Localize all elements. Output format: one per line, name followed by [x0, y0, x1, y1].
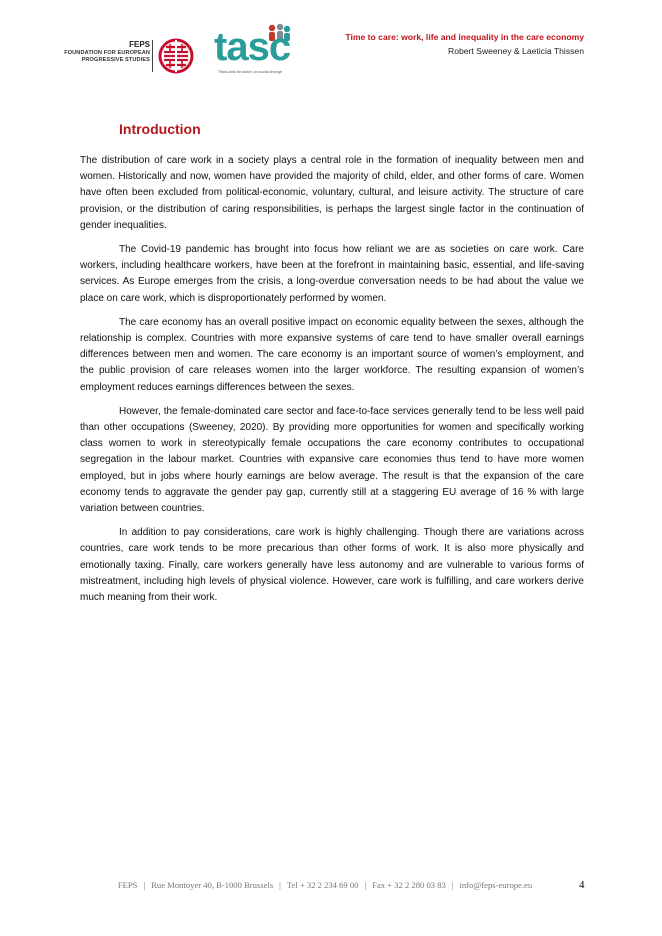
footer-tel: Tel + 32 2 234 69 00: [286, 880, 359, 890]
paragraph-2: The Covid-19 pandemic has brought into focus how reliant we are as societies on care work. Care workers, including healthcare workers, have been at the forefront in maintaining basic, essential, and life-saving services. As Europe emerges from the crisis, a long-overdue conversation needs to be had about the value we place on care work, which is disproportionately performed by women.: [80, 244, 584, 304]
tasc-logo-word: tasc: [214, 25, 291, 69]
footer-fax: Fax + 32 2 280 03 83: [372, 880, 446, 890]
page-number: 4: [579, 879, 585, 891]
document-title: Time to care: work, life and inequality in the care economy: [345, 32, 584, 42]
feps-emblem-icon: [156, 38, 196, 74]
paragraph-3: The care economy has an overall positive impact on economic equality between the sexes, although the relationship is complex. Countries with more expansive systems of care tend to have smaller overall earnings differences between men and women. The care economy is an important source of women’s employment, and the public provision of care releases women into the larger workforce. The resulting expansion of women’s employment reduces earnings differences between the sexes.: [80, 316, 584, 393]
footer-address: Rue Montoyer 40, B-1000 Brussels: [151, 880, 274, 890]
footer-email: info@feps-europe.eu: [459, 880, 533, 890]
paragraph-1: The distribution of care work in a society plays a central role in the formation of inequality between men and women. Historically and now, women have provided the majority of child, elder, and other forms of care. Women have often been excluded from political-economic, voluntary, cultural, and leisure activity. The structure of care provision, or the distribution of caring responsibilities, is perhaps the largest single factor in the continuation of gender inequalities.: [80, 155, 584, 231]
feps-logo-text: [50, 40, 150, 64]
page-footer: FEPS | Rue Montoyer 40, B-1000 Brussels | Tel + 32 2 234 69 00 | Fax + 32 2 280 03 83 | info@feps-europe.eu: [117, 880, 533, 890]
feps-line-2: PROGRESSIVE STUDIES: [81, 57, 150, 63]
feps-divider: [152, 40, 153, 72]
paragraph-4: However, the female-dominated care sector and face-to-face services generally tend to be less well paid than other occupations (Sweeney, 2020). By providing more opportunities for women and specifically working class women to work in stereotypically female occupations the care economy contributes to occupational segregation in the labour market. Countries with expansive care economies thus tend to have more women employed, but in jobs where hourly earnings are below average. The result is that the expansion of the care economy tends to aggravate the gender pay gap, currently still at a staggering EU average of 16 % with large variation between countries.: [80, 405, 584, 515]
tasc-tagline: Think-tank for action on social change: [218, 70, 282, 74]
body-text: [80, 153, 584, 614]
feps-line-1: FOUNDATION FOR EUROPEAN: [64, 50, 150, 56]
footer-org: FEPS: [117, 880, 138, 890]
document-authors: Robert Sweeney & Laeticia Thissen: [448, 46, 584, 56]
section-title: Introduction: [119, 121, 201, 137]
feps-name: FEPS: [129, 40, 150, 49]
paragraph-5: In addition to pay considerations, care work is highly challenging. Though there are variations across countries, care work tends to be more precarious than other forms of work. It is also more physically and emotionally taxing. Finally, care workers generally have less autonomy and are vulnerable to various forms of mistreatment, including high levels of physical violence. However, care work is fulfilling, and care workers derive much meaning from their work.: [80, 527, 584, 604]
